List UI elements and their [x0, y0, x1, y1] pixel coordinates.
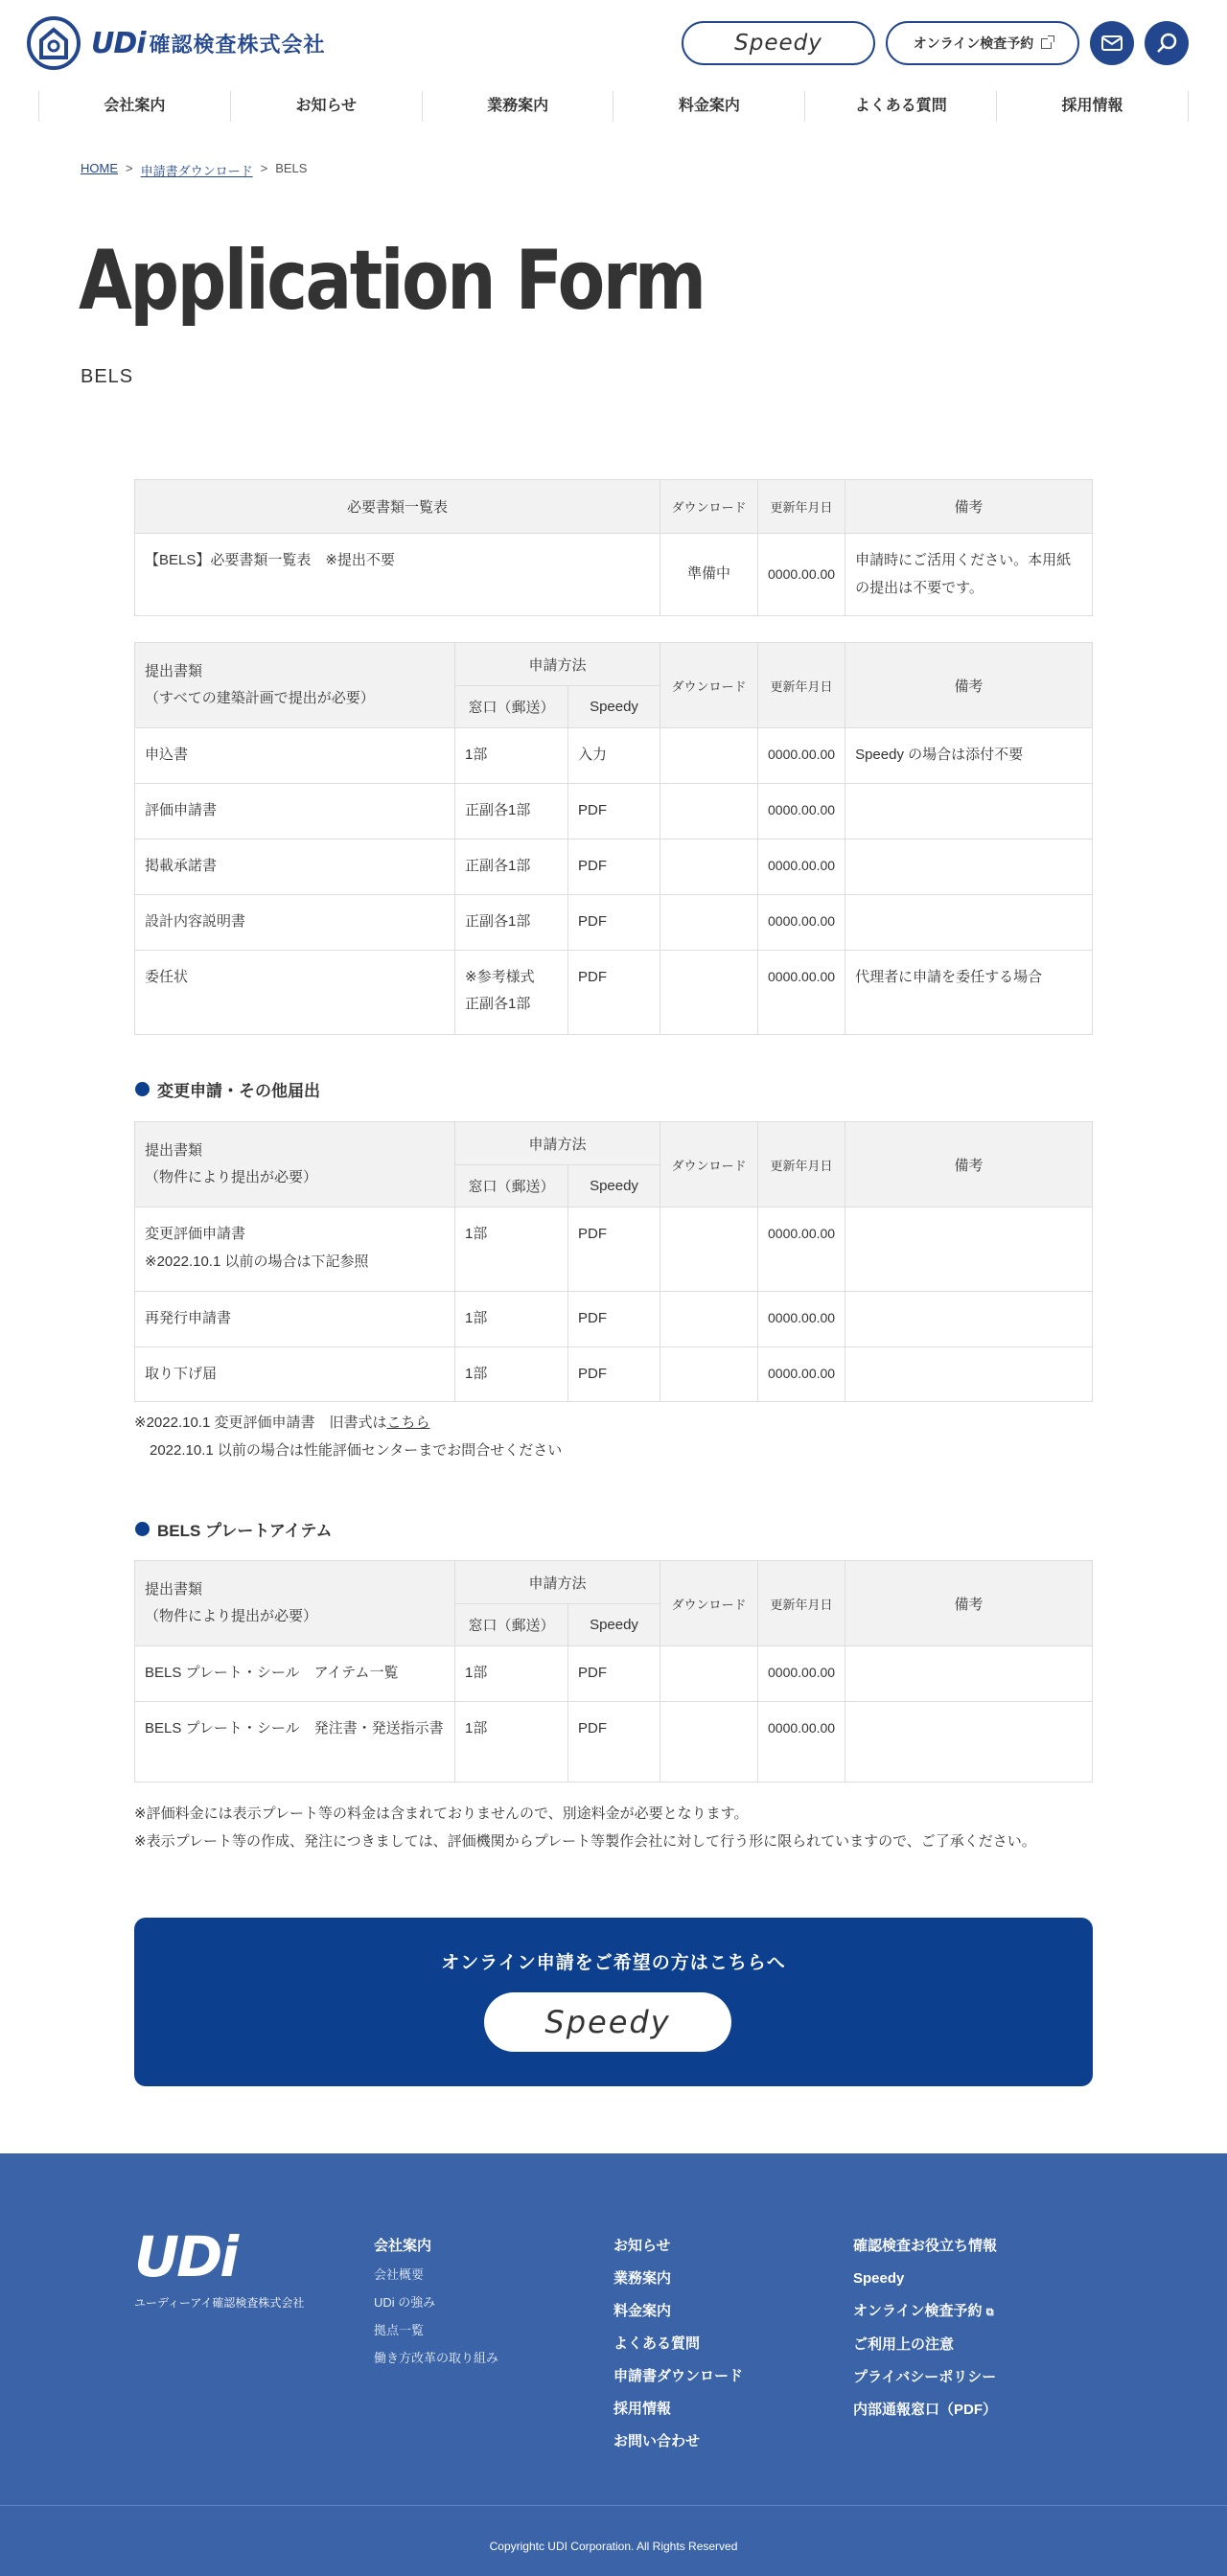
remarks	[845, 1646, 1093, 1702]
plate-notes	[134, 1801, 1036, 1855]
logo-text	[91, 27, 326, 60]
window-qty: 1部	[455, 1346, 568, 1402]
table-header-docs-sub: （物件により提出が必要）	[145, 1608, 318, 1624]
table-header-docs-label: 提出書類	[145, 662, 203, 679]
nav-services[interactable]: 業務案内	[422, 91, 614, 122]
nav-pricing[interactable]: 料金案内	[613, 91, 804, 122]
speedy-format: PDF	[568, 1292, 660, 1347]
nav-recruit[interactable]: 採用情報	[996, 91, 1189, 122]
table-header-window: 窓口（郵送）	[455, 1604, 568, 1646]
bullet-dot-icon	[135, 1082, 150, 1096]
download-cell	[660, 1208, 758, 1292]
table-header-download: ダウンロード	[660, 643, 758, 728]
change-note-line2: 2022.10.1 以前の場合は性能評価センターまでお問合せください	[150, 1441, 563, 1459]
table-header-docs	[135, 643, 455, 728]
footer-link-contact[interactable]: お問い合わせ	[614, 2433, 701, 2450]
window-qty-line2: 正副各1部	[465, 996, 531, 1012]
table-row	[135, 1292, 1093, 1347]
footer-link-locations[interactable]: 拠点一覧	[374, 2323, 425, 2337]
doc-name: 再発行申請書	[135, 1292, 455, 1347]
table-header-speedy: Speedy	[568, 686, 660, 728]
footer-link-recruit[interactable]: 採用情報	[614, 2401, 672, 2417]
download-cell	[660, 950, 758, 1034]
table-header: 更新年月日	[758, 480, 845, 534]
table-row	[135, 1346, 1093, 1402]
table-header-speedy: Speedy	[568, 1165, 660, 1208]
doc-name	[135, 1208, 455, 1292]
breadcrumb-separator: >	[260, 161, 268, 175]
remarks	[845, 1208, 1093, 1292]
update-date: 0000.00.00	[758, 1346, 845, 1402]
breadcrumb	[81, 161, 307, 179]
remarks: Speedy の場合は添付不要	[845, 728, 1093, 784]
section-title: 変更申請・その他届出	[157, 1082, 320, 1100]
speedy-format: PDF	[568, 783, 660, 839]
footer-link-download[interactable]: 申請書ダウンロード	[614, 2368, 744, 2384]
plate-note-2: ※表示プレート等の作成、発注につきましては、評価機関からプレート等製作会社に対して行う形に限られていますので、ご了承ください。	[134, 1832, 1036, 1850]
online-reservation-button[interactable]	[886, 21, 1079, 65]
old-format-link[interactable]: こちら	[386, 1414, 430, 1431]
update-date: 0000.00.00	[758, 534, 845, 616]
table-row	[135, 783, 1093, 839]
site-logo[interactable]	[26, 15, 326, 71]
download-cell	[660, 1646, 758, 1702]
doc-name: 掲載承諾書	[135, 839, 455, 894]
table-header-method: 申請方法	[455, 1561, 660, 1604]
footer-link-news[interactable]: お知らせ	[614, 2238, 671, 2254]
plate-items-table	[134, 1560, 1093, 1782]
window-qty: 1部	[455, 728, 568, 784]
table-header-method: 申請方法	[455, 643, 660, 686]
window-qty: 1部	[455, 1208, 568, 1292]
speedy-format: 入力	[568, 728, 660, 784]
section-title: BELS プレートアイテム	[157, 1522, 333, 1540]
doc-name: 【BELS】必要書類一覧表 ※提出不要	[135, 534, 660, 616]
table-header-docs-label: 提出書類	[145, 1580, 203, 1598]
download-cell	[660, 783, 758, 839]
table-header-download: ダウンロード	[660, 1561, 758, 1646]
footer-col-main	[614, 2230, 743, 2458]
table-header-remarks: 備考	[845, 643, 1093, 728]
update-date: 0000.00.00	[758, 1208, 845, 1292]
plate-note-1: ※評価料金には表示プレート等の料金は含まれておりませんので、別途料金が必要となります。	[134, 1806, 749, 1822]
table-header-docs-sub: （物件により提出が必要）	[145, 1169, 318, 1185]
update-date: 0000.00.00	[758, 839, 845, 894]
update-date: 0000.00.00	[758, 1646, 845, 1702]
nav-faq[interactable]: よくある質問	[804, 91, 996, 122]
external-link-icon	[1041, 38, 1052, 49]
change-docs-table	[134, 1121, 1093, 1402]
page-subtitle: BELS	[81, 366, 134, 387]
footer-link-company[interactable]: 会社案内	[374, 2238, 432, 2254]
table-header-date: 更新年月日	[758, 1122, 845, 1208]
footer-link-speedy[interactable]: Speedy	[853, 2270, 905, 2287]
update-date: 0000.00.00	[758, 1701, 845, 1782]
remarks: 申請時にご活用ください。本用紙の提出は不要です。	[845, 534, 1093, 616]
search-button[interactable]	[1145, 21, 1189, 65]
speedy-format: PDF	[568, 839, 660, 894]
table-header-docs	[135, 1122, 455, 1208]
footer-link-privacy[interactable]: プライバシーポリシー	[853, 2369, 997, 2385]
table-row	[135, 1701, 1093, 1782]
external-link-icon: ⧉	[985, 2307, 994, 2318]
doc-name: BELS プレート・シール アイテム一覧	[135, 1646, 455, 1702]
cta-speedy-button[interactable]: Speedy	[484, 1992, 731, 2052]
table-header-window: 窓口（郵送）	[455, 1165, 568, 1208]
global-nav	[38, 91, 1189, 122]
window-qty: 正副各1部	[455, 839, 568, 894]
window-qty	[455, 950, 568, 1034]
speedy-format: PDF	[568, 1701, 660, 1782]
table-row	[135, 728, 1093, 784]
bullet-dot-icon	[135, 1522, 150, 1536]
table-header-download: ダウンロード	[660, 1122, 758, 1208]
footer-col-info	[853, 2230, 997, 2426]
online-application-banner	[134, 1918, 1093, 2086]
footer-link-workstyle[interactable]: 働き方改革の取り組み	[374, 2351, 499, 2365]
update-date: 0000.00.00	[758, 783, 845, 839]
footer-link-strengths[interactable]: UDi の強み	[374, 2295, 436, 2310]
breadcrumb-download[interactable]: 申請書ダウンロード	[140, 164, 253, 178]
window-qty: 1部	[455, 1646, 568, 1702]
doc-name: 取り下げ届	[135, 1346, 455, 1402]
table-row	[135, 1208, 1093, 1292]
update-date: 0000.00.00	[758, 894, 845, 950]
table-row	[135, 950, 1093, 1034]
page-title: Application Form	[79, 233, 705, 329]
table-header-window: 窓口（郵送）	[455, 686, 568, 728]
speedy-format: PDF	[568, 1646, 660, 1702]
change-note-prefix: ※2022.10.1 変更評価申請書 旧書式は	[134, 1414, 387, 1431]
table-row	[135, 1646, 1093, 1702]
doc-name: 評価申請書	[135, 783, 455, 839]
speedy-button[interactable]: Speedy	[682, 21, 875, 65]
download-cell	[660, 894, 758, 950]
nav-company[interactable]: 会社案内	[38, 91, 230, 122]
speedy-format: PDF	[568, 950, 660, 1034]
remarks	[845, 894, 1093, 950]
footer-link-notes[interactable]: ご利用上の注意	[853, 2336, 955, 2353]
window-qty: 正副各1部	[455, 783, 568, 839]
nav-news[interactable]: お知らせ	[230, 91, 422, 122]
download-cell	[660, 839, 758, 894]
table-header: ダウンロード	[660, 480, 758, 534]
window-qty: 1部	[455, 1292, 568, 1347]
download-cell	[660, 728, 758, 784]
window-qty: 1部	[455, 1701, 568, 1782]
logo-udi: UDi	[91, 26, 146, 60]
section-heading-change	[135, 1077, 320, 1101]
table-header: 備考	[845, 480, 1093, 534]
table-row	[135, 534, 1093, 616]
table-header: 必要書類一覧表	[135, 480, 660, 534]
search-icon	[1156, 33, 1177, 54]
update-date: 0000.00.00	[758, 950, 845, 1034]
footer-link-online-label: オンライン検査予約	[853, 2303, 983, 2319]
table-row	[135, 894, 1093, 950]
online-reservation-label: オンライン検査予約	[913, 35, 1034, 51]
logo-company: 確認検査株式会社	[149, 32, 326, 57]
doc-name-line2: ※2022.10.1 以前の場合は下記参照	[145, 1253, 369, 1270]
footer-company-name: ユーディーアイ確認検査株式会社	[134, 2296, 305, 2310]
footer-col-company	[374, 2230, 498, 2372]
window-qty: 正副各1部	[455, 894, 568, 950]
window-qty-line1: ※参考様式	[465, 968, 535, 985]
download-cell	[660, 1346, 758, 1402]
footer-link-services[interactable]: 業務案内	[614, 2270, 672, 2287]
remarks	[845, 1346, 1093, 1402]
doc-name: 申込書	[135, 728, 455, 784]
footer-divider	[0, 2505, 1227, 2506]
change-note-line1	[134, 1410, 562, 1438]
mail-icon	[1101, 35, 1123, 51]
breadcrumb-home[interactable]: HOME	[81, 161, 118, 175]
footer-link-overview[interactable]: 会社概要	[374, 2267, 425, 2282]
cta-text: オンライン申請をご希望の方はこちらへ	[441, 1953, 786, 1973]
download-cell	[660, 1292, 758, 1347]
site-header	[0, 0, 1227, 134]
update-date: 0000.00.00	[758, 1292, 845, 1347]
site-footer	[0, 2153, 1227, 2576]
copyright: Copyrightc UDI Corporation. All Rights Reserved	[489, 2540, 738, 2553]
speedy-format: PDF	[568, 894, 660, 950]
table-header-docs	[135, 1561, 455, 1646]
breadcrumb-separator: >	[126, 161, 133, 175]
footer-link-online-reservation[interactable]	[853, 2295, 997, 2329]
remarks	[845, 839, 1093, 894]
change-note	[134, 1410, 562, 1464]
doc-name: 委任状	[135, 950, 455, 1034]
table-header-method: 申請方法	[455, 1122, 660, 1165]
footer-link-faq[interactable]: よくある質問	[614, 2335, 701, 2352]
table-row	[135, 839, 1093, 894]
table-header-docs-sub: （すべての建築計画で提出が必要）	[145, 690, 375, 706]
submission-docs-table	[134, 642, 1093, 1035]
table-header-date: 更新年月日	[758, 1561, 845, 1646]
doc-name: BELS プレート・シール 発注書・発送指示書	[135, 1701, 455, 1782]
mail-button[interactable]	[1090, 21, 1134, 65]
breadcrumb-current: BELS	[275, 161, 308, 175]
remarks	[845, 783, 1093, 839]
table-header-speedy: Speedy	[568, 1604, 660, 1646]
download-cell	[660, 1701, 758, 1782]
table-header-remarks: 備考	[845, 1122, 1093, 1208]
footer-logo-mark: UDi	[134, 2224, 237, 2289]
footer-logo[interactable]	[134, 2224, 305, 2311]
update-date: 0000.00.00	[758, 728, 845, 784]
speedy-format: PDF	[568, 1208, 660, 1292]
footer-link-whistleblow[interactable]: 内部通報窓口（PDF）	[853, 2402, 998, 2418]
logo-house-icon	[26, 15, 81, 71]
table-header-docs-label: 提出書類	[145, 1141, 203, 1159]
footer-link-pricing[interactable]: 料金案内	[614, 2303, 672, 2319]
download-status: 準備中	[660, 534, 758, 616]
table-header-date: 更新年月日	[758, 643, 845, 728]
required-docs-table	[134, 479, 1093, 616]
remarks: 代理者に申請を委任する場合	[845, 950, 1093, 1034]
remarks	[845, 1701, 1093, 1782]
doc-name-line1: 変更評価申請書	[145, 1226, 246, 1242]
footer-link-tips[interactable]: 確認検査お役立ち情報	[853, 2238, 998, 2254]
doc-name: 設計内容説明書	[135, 894, 455, 950]
remarks	[845, 1292, 1093, 1347]
section-heading-plate	[135, 1517, 333, 1541]
speedy-format: PDF	[568, 1346, 660, 1402]
table-header-remarks: 備考	[845, 1561, 1093, 1646]
